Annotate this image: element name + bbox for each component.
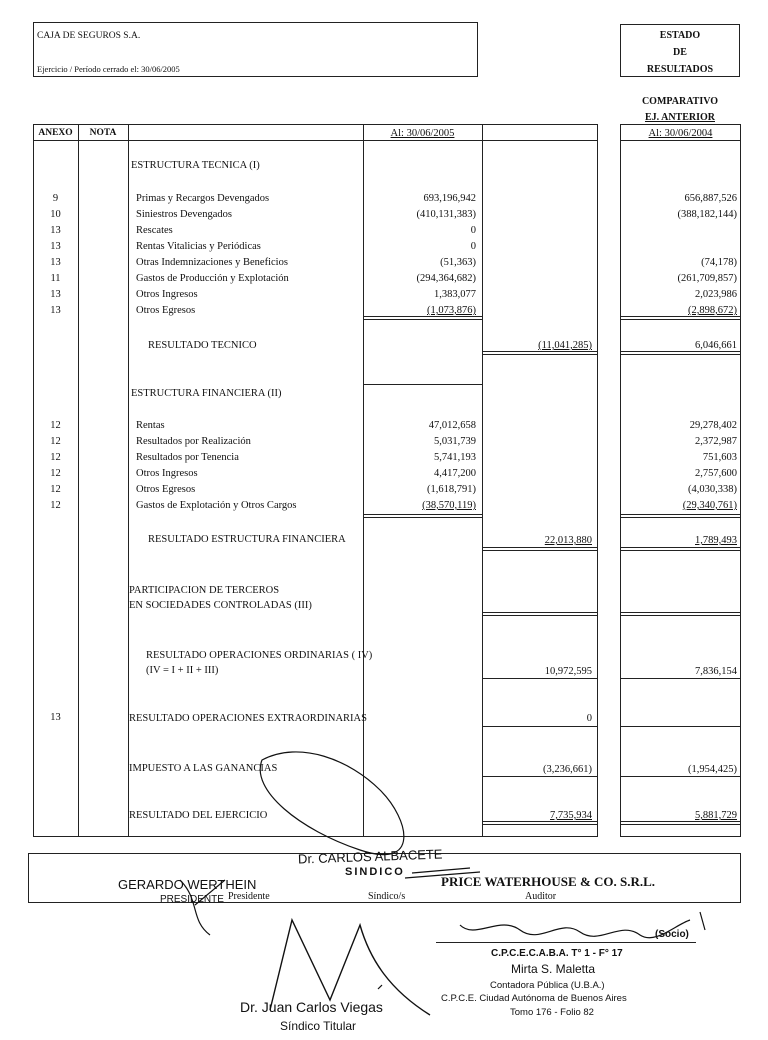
extraordinarias-anexo: 13	[50, 712, 61, 723]
ej-anterior-label: EJ. ANTERIOR	[644, 112, 715, 123]
divider-ej2	[482, 824, 598, 825]
section-financiera: ESTRUCTURA FINANCIERA (II)	[131, 388, 282, 399]
divider-fin-top	[363, 514, 482, 515]
resultado-tecnico-previous: 6,046,661	[695, 340, 737, 351]
ordinarias-current: 10,972,595	[544, 666, 592, 677]
previous-value: (2,898,672)	[688, 305, 737, 316]
divider-fin-res2	[482, 550, 598, 551]
socio-label: (Socio)	[655, 929, 689, 940]
previous-column	[620, 124, 741, 837]
row-label: Siniestros Devengados	[136, 209, 232, 220]
current-value: 1,383,077	[434, 289, 476, 300]
divider-imp	[482, 776, 598, 777]
section-participacion-1: PARTICIPACION DE TERCEROS	[129, 585, 280, 596]
row-label: Rescates	[136, 225, 173, 236]
impuesto-previous: (1,954,425)	[688, 764, 737, 775]
header-previous-date: Al: 30/06/2004	[648, 128, 713, 139]
extraordinarias-label: RESULTADO OPERACIONES EXTRAORDINARIAS	[129, 713, 367, 724]
current-value: 0	[470, 241, 476, 252]
estado-title-1: ESTADO	[659, 30, 701, 41]
divider-tec-res2	[482, 354, 598, 355]
divider-tec-top2	[363, 319, 482, 320]
tomo-folio: Tomo 176 - Folio 82	[510, 1007, 594, 1018]
contadora-label: Contadora Pública (U.B.A.)	[490, 980, 605, 991]
divider-tec-end	[363, 384, 482, 385]
previous-value: (4,030,338)	[688, 484, 737, 495]
col-divider-nota	[128, 124, 129, 837]
resultado-tecnico-current: (11,041,285)	[538, 340, 592, 351]
header-nota: NOTA	[89, 128, 117, 138]
row-label: Rentas	[136, 420, 165, 431]
divider-ej-prev2	[620, 824, 741, 825]
divider-fin-top2	[363, 517, 482, 518]
row-label: Gastos de Explotación y Otros Cargos	[136, 500, 297, 511]
anexo-cell: 12	[50, 452, 61, 463]
current-value: (38,570,119)	[422, 500, 476, 511]
current-value: 4,417,200	[434, 468, 476, 479]
divider-tec-res-prev2	[620, 354, 741, 355]
anexo-cell: 12	[50, 468, 61, 479]
current-value: (51,363)	[440, 257, 476, 268]
current-value: 5,031,739	[434, 436, 476, 447]
auditor-label: Auditor	[525, 891, 557, 902]
anexo-cell: 13	[50, 225, 61, 236]
previous-value: 751,603	[702, 452, 737, 463]
previous-value: (74,178)	[701, 257, 737, 268]
estado-title-2: DE	[673, 47, 687, 58]
current-value: 5,741,193	[434, 452, 476, 463]
previous-value: (29,340,761)	[682, 500, 737, 511]
resultado-financiera-current: 22,013,880	[544, 535, 592, 546]
anexo-cell: 13	[50, 241, 61, 252]
row-label: Resultados por Realización	[136, 436, 251, 447]
cpce-caba: C.P.C.E.C.A.B.A. T° 1 - F° 17	[491, 948, 623, 959]
main-table	[33, 124, 598, 837]
current-value: (294,364,682)	[416, 273, 476, 284]
row-label: Otros Egresos	[136, 305, 196, 316]
divider-part-prev	[620, 612, 741, 613]
sindico-stamp: SINDICO	[345, 866, 405, 878]
viegas-name: Dr. Juan Carlos Viegas	[240, 999, 383, 1015]
divider-ord	[482, 678, 598, 679]
current-value: (1,618,791)	[427, 484, 476, 495]
impuesto-label: IMPUESTO A LAS GANANCIAS	[129, 763, 278, 774]
previous-value: (388,182,144)	[677, 209, 737, 220]
row-label: Rentas Vitalicias y Periódicas	[136, 241, 261, 252]
previous-value: 2,757,600	[695, 468, 737, 479]
ejercicio-label: RESULTADO DEL EJERCICIO	[129, 810, 268, 821]
ordinarias-previous: 7,836,154	[695, 666, 737, 677]
anexo-cell: 10	[50, 209, 61, 220]
period-label: Ejercicio / Período cerrado el: 30/06/2005	[37, 64, 180, 74]
anexo-cell: 12	[50, 500, 61, 511]
divider-fin-res-prev2	[620, 550, 741, 551]
extraordinarias-current: 0	[586, 713, 592, 724]
previous-value: 656,887,526	[684, 193, 737, 204]
company-name: CAJA DE SEGUROS S.A.	[37, 31, 141, 41]
presidente-label: Presidente	[228, 891, 270, 902]
sindico-titular-label: Síndico Titular	[280, 1019, 357, 1033]
presidente-stamp: PRESIDENTE	[160, 894, 224, 905]
section-tecnica: ESTRUCTURA TECNICA (I)	[131, 160, 260, 171]
divider-extra	[482, 726, 598, 727]
ejercicio-current: 7,735,934	[550, 810, 592, 821]
anexo-cell: 13	[50, 305, 61, 316]
current-value: 0	[470, 225, 476, 236]
row-label: Primas y Recargos Devengados	[136, 193, 270, 204]
divider-extra-prev	[620, 726, 741, 727]
resultado-financiera-label: RESULTADO ESTRUCTURA FINANCIERA	[148, 534, 346, 545]
header-anexo: ANEXO	[38, 128, 73, 138]
divider-part2	[482, 615, 598, 616]
estado-title-3: RESULTADOS	[646, 64, 714, 75]
sindicos-label: Síndico/s	[368, 891, 406, 902]
divider-fin-prev	[620, 514, 741, 515]
divider-part	[482, 612, 598, 613]
ejercicio-previous: 5,881,729	[695, 810, 737, 821]
row-label: Otras Indemnizaciones y Beneficios	[136, 257, 288, 268]
ordinarias-label-1: RESULTADO OPERACIONES ORDINARIAS ( IV)	[146, 650, 373, 661]
current-value: 47,012,658	[428, 420, 476, 431]
divider-tec-prev2	[620, 319, 741, 320]
gerardo-name: GERARDO WERTHEIN	[118, 877, 257, 892]
maletta-name: Mirta S. Maletta	[511, 962, 596, 976]
auditor-signature-line	[436, 942, 696, 943]
divider-fin-prev2	[620, 517, 741, 518]
col-divider-total	[482, 124, 483, 837]
albacete-stamp: Dr. CARLOS ALBACETE	[297, 846, 443, 867]
anexo-cell: 12	[50, 436, 61, 447]
header-current-date: Al: 30/06/2005	[390, 128, 455, 139]
resultado-tecnico-label: RESULTADO TECNICO	[148, 340, 257, 351]
row-label: Resultados por Tenencia	[136, 452, 239, 463]
current-value: (1,073,876)	[427, 305, 476, 316]
current-value: 693,196,942	[423, 193, 476, 204]
impuesto-current: (3,236,661)	[543, 764, 592, 775]
auditor-firm: PRICE WATERHOUSE & CO. S.R.L.	[441, 874, 656, 889]
divider-part-prev2	[620, 615, 741, 616]
current-value: (410,131,383)	[416, 209, 476, 220]
small-tick	[378, 985, 382, 989]
previous-value: 2,023,986	[695, 289, 737, 300]
divider-ord-prev	[620, 678, 741, 679]
ordinarias-label-2: (IV = I + II + III)	[146, 665, 219, 676]
cpce-ciudad: C.P.C.E. Ciudad Autónoma de Buenos Aires	[441, 993, 627, 1004]
row-label: Otros Egresos	[136, 484, 196, 495]
divider-fin-res-prev	[620, 547, 741, 548]
row-label: Otros Ingresos	[136, 468, 198, 479]
anexo-cell: 9	[52, 193, 59, 204]
row-label: Gastos de Producción y Explotación	[136, 273, 289, 284]
previous-value: 29,278,402	[689, 420, 737, 431]
table-header-divider	[33, 140, 598, 141]
previous-value: (261,709,857)	[677, 273, 737, 284]
previous-value: 2,372,987	[695, 436, 737, 447]
anexo-cell: 13	[50, 257, 61, 268]
divider-imp-prev	[620, 776, 741, 777]
row-label: Otros Ingresos	[136, 289, 198, 300]
anexo-cell: 11	[50, 273, 61, 284]
divider-fin-res	[482, 547, 598, 548]
anexo-cell: 12	[50, 484, 61, 495]
anexo-cell: 12	[50, 420, 61, 431]
resultado-financiera-previous: 1,789,493	[695, 535, 737, 546]
col-divider-anexo	[78, 124, 79, 837]
section-participacion-2: EN SOCIEDADES CONTROLADAS (III)	[129, 600, 312, 611]
comparativo-label: COMPARATIVO	[641, 96, 719, 107]
table-header-divider-prev	[620, 140, 741, 141]
anexo-cell: 13	[50, 289, 61, 300]
